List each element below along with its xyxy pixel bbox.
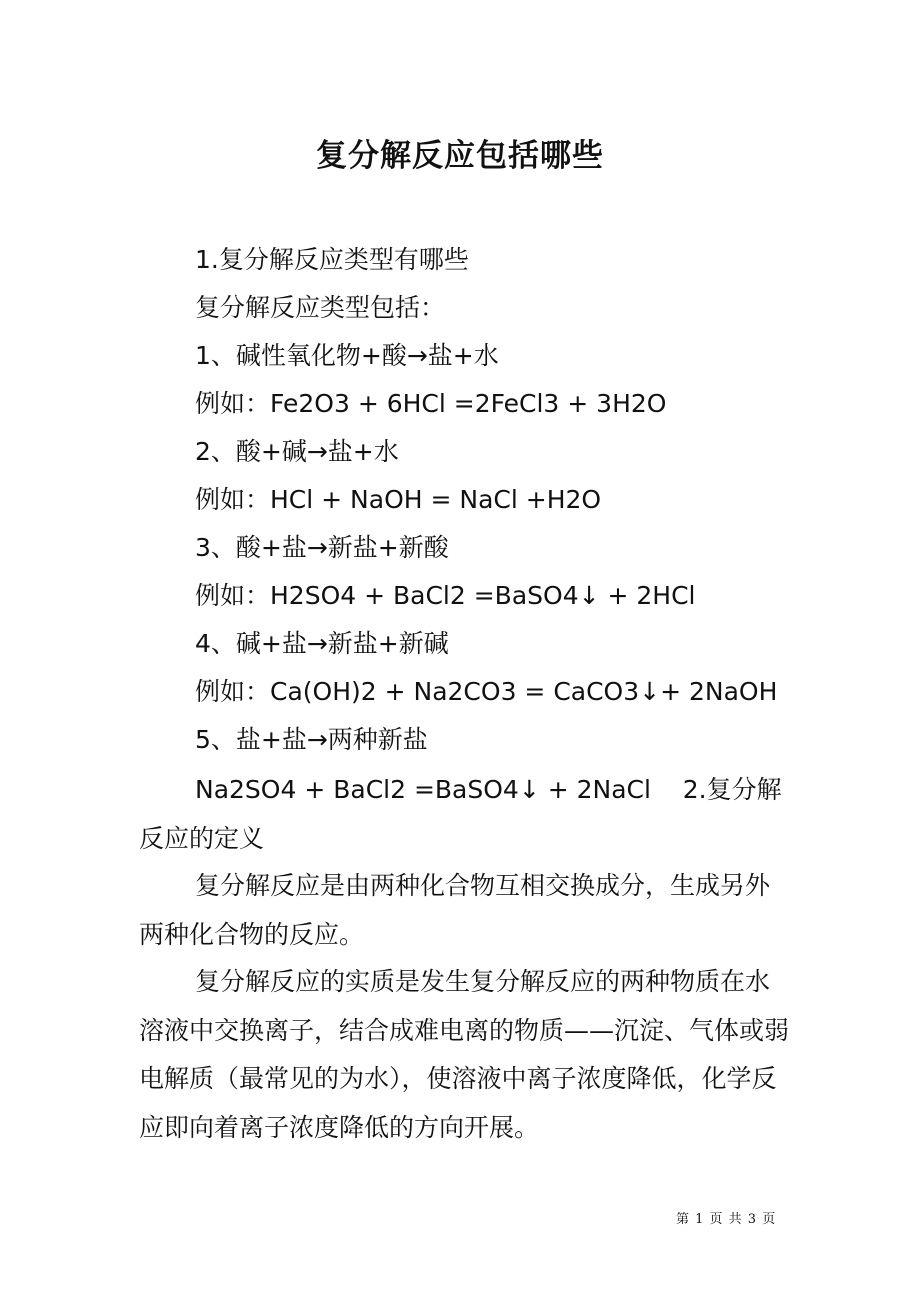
- type-5-example-and-definition-heading: Na2SO4 + BaCl2 =BaSO4↓ + 2NaCl 2.复分解反应的定义: [139, 775, 782, 853]
- type-2-line: 2、酸+碱→盐+水: [195, 437, 399, 466]
- section-heading-types: 1.复分解反应类型有哪些: [195, 245, 469, 274]
- type-5-line: 5、盐+盐→两种新盐: [195, 725, 428, 754]
- type-1-example: 例如：Fe2O3 + 6HCl =2FeCl3 + 3H2O: [195, 389, 667, 418]
- document-title: 复分解反应包括哪些: [316, 138, 604, 174]
- essence-paragraph: 复分解反应的实质是发生复分解反应的两种物质在水溶液中交换离子，结合成难电离的物质——沉淀、气体或弱电解质（最常见的为水），使溶液中离子浓度降低，化学反应即向着离子浓度降低的方向开展。: [139, 967, 790, 1142]
- type-4-example: 例如：Ca(OH)2 + Na2CO3 = CaCO3↓+ 2NaOH: [195, 677, 778, 706]
- page-number-footer: 第 1 页 共 3 页: [676, 1212, 777, 1227]
- type-3-example: 例如：H2SO4 + BaCl2 =BaSO4↓ + 2HCl: [195, 581, 696, 610]
- type-3-line: 3、酸+盐→新盐+新酸: [195, 533, 449, 562]
- type-1-line: 1、碱性氧化物+酸→盐+水: [195, 341, 499, 370]
- types-intro-line: 复分解反应类型包括：: [195, 293, 446, 322]
- type-2-example: 例如：HCl + NaOH = NaCl +H2O: [195, 485, 602, 514]
- type-4-line: 4、碱+盐→新盐+新碱: [195, 629, 449, 658]
- definition-paragraph: 复分解反应是由两种化合物互相交换成分，生成另外两种化合物的反应。: [139, 871, 771, 949]
